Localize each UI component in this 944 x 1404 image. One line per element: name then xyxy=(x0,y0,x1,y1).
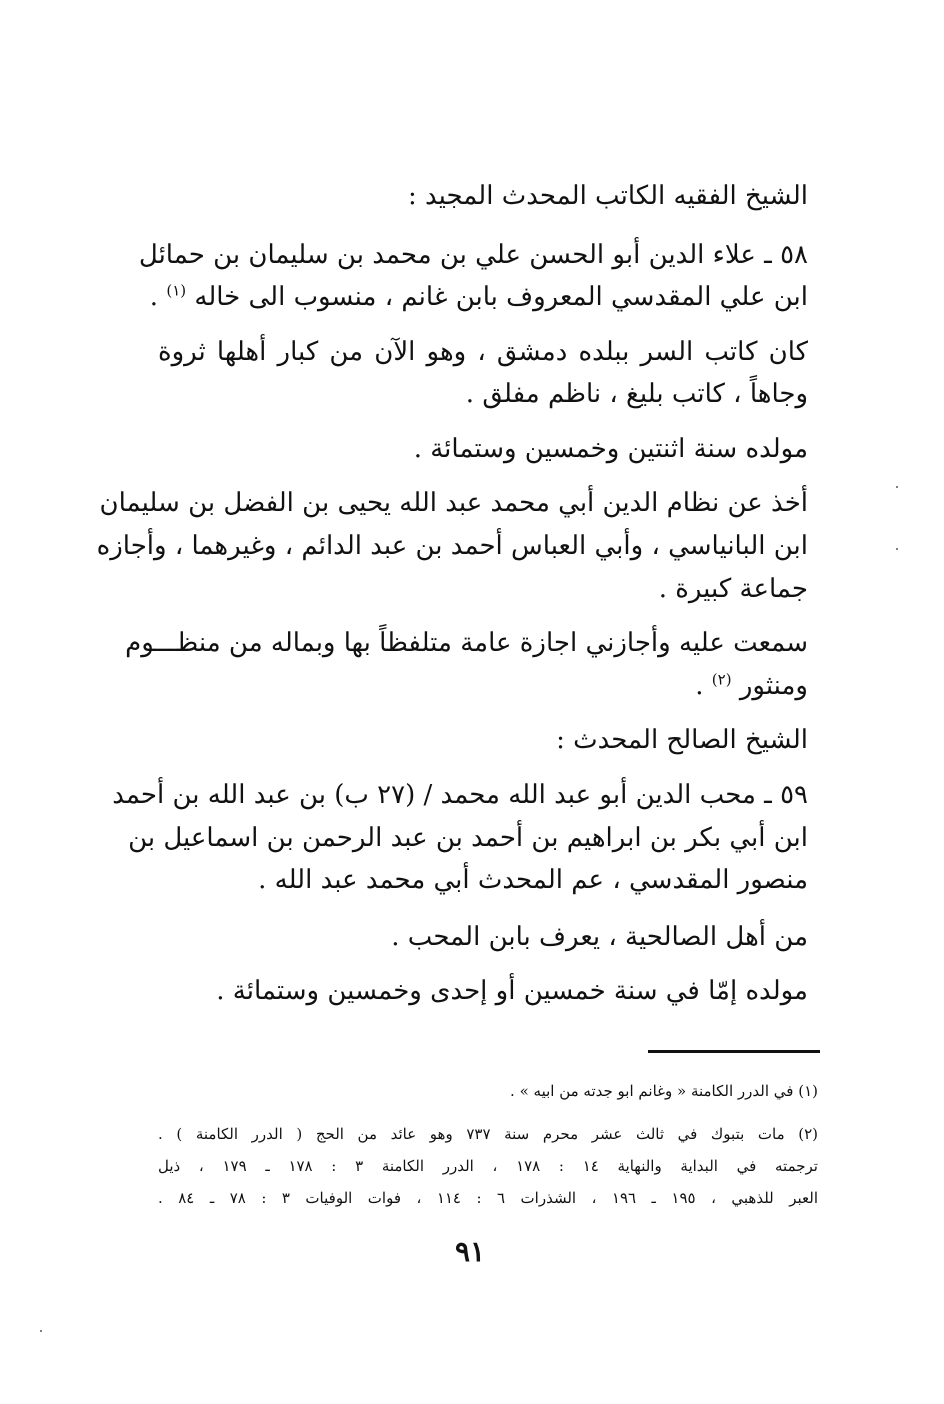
para-1-line-2: وجاهاً ، كاتب بليغ ، ناظم مفلق . xyxy=(465,379,808,409)
entry-59-line-1: ٥٩ ـ محب الدين أبو عبد الله محمد / (٢٧ ب) بن عبد الله بن أحمد xyxy=(112,780,808,810)
page-number: ٩١ xyxy=(454,1235,486,1268)
para-4-line-2 xyxy=(158,666,808,706)
entry-58-line-1: ٥٨ ـ علاء الدين أبو الحسن علي بن محمد بن سليمان بن حمائل xyxy=(138,240,808,270)
entry-58-line-2-end: . xyxy=(149,282,167,312)
entry-59-line-2: ابن أبي بكر بن ابراهيم بن أحمد بن عبد الرحمن بن اسماعيل بن xyxy=(128,823,808,853)
footnote-ref-1: (١) xyxy=(166,281,187,300)
para-2: مولده سنة اثنتين وخمسين وستمائة . xyxy=(413,434,808,464)
entry-58-line-2 xyxy=(149,277,808,317)
section-heading-2: الشيخ الصالح المحدث : xyxy=(556,725,808,755)
footnote-2-line-3: العبر للذهبي ، ١٩٥ ـ ١٩٦ ، الشذرات ٦ : ١١٤ ، فوات الوفيات ٣ : ٧٨ ـ ٨٤ . xyxy=(158,1189,819,1207)
para-6: مولده إمّا في سنة خمسين أو إحدى وخمسين وستمائة . xyxy=(216,976,808,1006)
footnote-2-line-1: (٢) مات بتبوك في ثالث عشر محرم سنة ٧٣٧ وهو عائد من الحج ( الدرر الكامنة ) . xyxy=(158,1125,818,1143)
para-4-line-2-text: ومنثور xyxy=(739,671,808,701)
footnote-ref-2: (٢) xyxy=(711,670,732,689)
scan-speck xyxy=(40,1330,42,1332)
para-3-line-2: ابن البانياسي ، وأبي العباس أحمد بن عبد الدائم ، وغيرهما ، وأجازه xyxy=(96,531,808,561)
para-5: من أهل الصالحية ، يعرف بابن المحب . xyxy=(391,922,808,952)
para-1-line-1: كان كاتب السر ببلده دمشق ، وهو الآن من كبار أهلها ثروة xyxy=(158,337,808,367)
para-3-line-3: جماعة كبيرة . xyxy=(658,574,808,604)
scan-speck xyxy=(896,548,898,550)
scan-speck xyxy=(896,486,898,488)
para-4-line-2-end: . xyxy=(695,671,712,701)
footnote-separator xyxy=(648,1050,820,1053)
para-4-line-1: سمعت عليه وأجازني اجازة عامة متلفظاً بها وبماله من منظـــوم xyxy=(125,628,808,658)
footnote-2-line-2: ترجمته في البداية والنهاية ١٤ : ١٧٨ ، الدرر الكامنة ٣ : ١٧٨ ـ ١٧٩ ، ذيل xyxy=(158,1157,818,1175)
footnote-1: (١) في الدرر الكامنة « وغانم ابو جدته من ابيه » . xyxy=(510,1082,818,1100)
para-3-line-1: أخذ عن نظام الدين أبي محمد عبد الله يحيى بن الفضل بن سليمان xyxy=(99,488,808,518)
entry-59-line-3: منصور المقدسي ، عم المحدث أبي محمد عبد الله . xyxy=(258,865,808,895)
section-heading-1: الشيخ الفقيه الكاتب المحدث المجيد : xyxy=(407,181,808,211)
entry-58-line-2-text: ابن علي المقدسي المعروف بابن غانم ، منسوب الى خاله xyxy=(194,282,808,312)
